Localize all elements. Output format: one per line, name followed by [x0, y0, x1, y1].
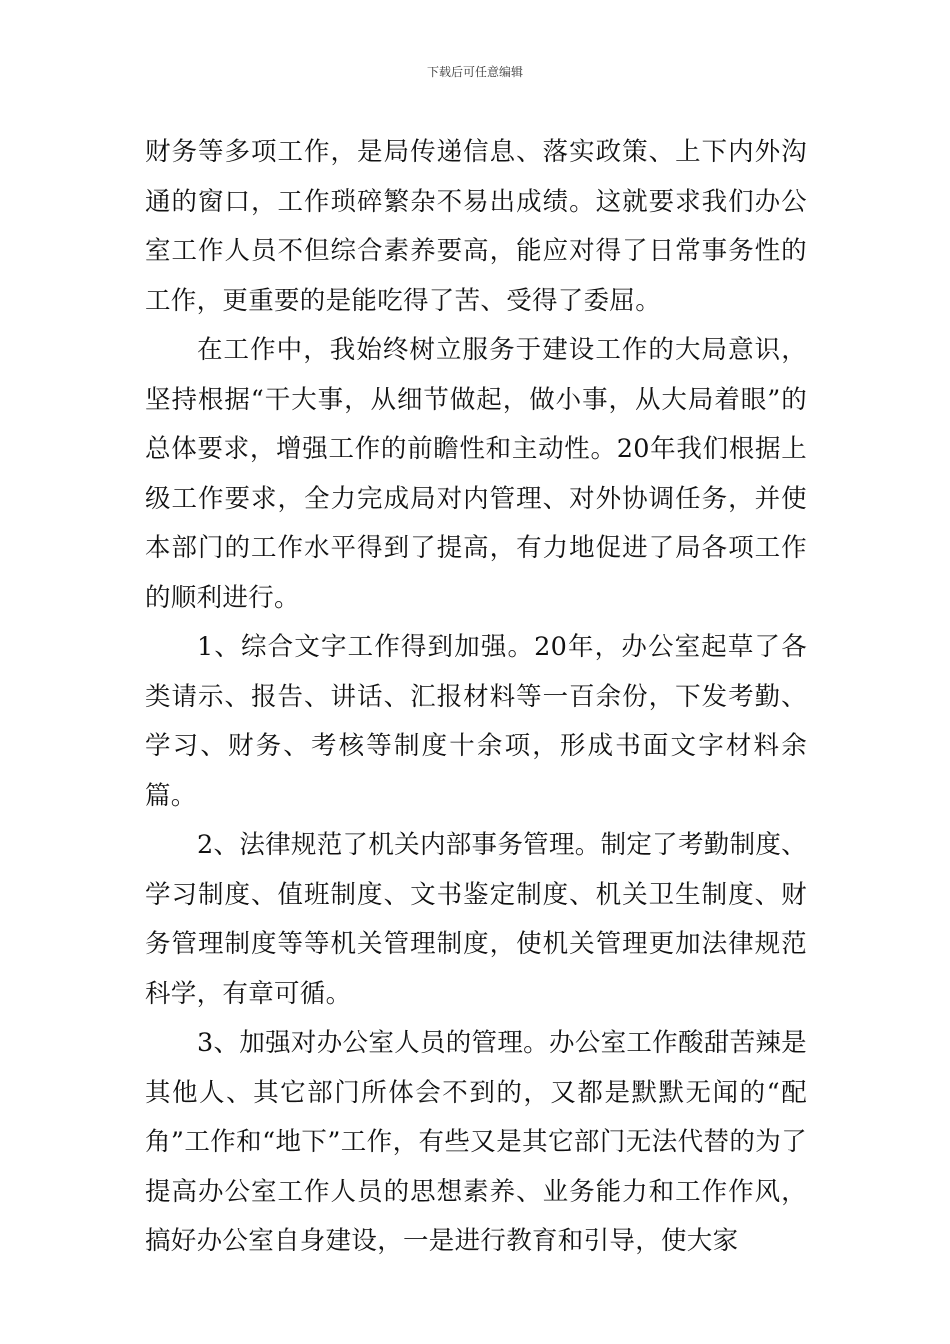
paragraph-item-3: 3、加强对办公室人员的管理。办公室工作酸甜苦辣是其他人、其它部门所体会不到的，又都是默默无闻的“配角”工作和“地下”工作，有些又是其它部门无法代替的为了提高办公室工作人员的思想素养、业务能力和工作作风，搞好办公室自身建设，一是进行教育和引导，使大家	[145, 1028, 807, 1256]
page-header: 下载后可任意编辑	[426, 65, 523, 79]
paragraph-work-overview: 在工作中，我始终树立服务于建设工作的大局意识，坚持根据“干大事，从细节做起，做小事，从大局着眼”的总体要求，增强工作的前瞻性和主动性。20年我们根据上级工作要求，全力完成局对内管理、对外协调任务，并使本部门的工作水平得到了提高，有力地促进了局各项工作的顺利进行。	[145, 335, 807, 613]
paragraph-continued: 财务等多项工作，是局传递信息、落实政策、上下内外沟通的窗口，工作琐碎繁杂不易出成绩。这就要求我们办公室工作人员不但综合素养要高，能应对得了日常事务性的工作，更重要的是能吃得了苦、受得了委屈。	[145, 137, 807, 316]
paragraph-item-1: 1、综合文字工作得到加强。20年，办公室起草了各类请示、报告、讲话、汇报材料等一百余份，下发考勤、学习、财务、考核等制度十余项，形成书面文字材料余篇。	[145, 632, 807, 811]
document-body	[145, 128, 807, 1267]
paragraph-item-2: 2、法律规范了机关内部事务管理。制定了考勤制度、学习制度、值班制度、文书鉴定制度、机关卫生制度、财务管理制度等等机关管理制度，使机关管理更加法律规范科学，有章可循。	[145, 830, 807, 1009]
